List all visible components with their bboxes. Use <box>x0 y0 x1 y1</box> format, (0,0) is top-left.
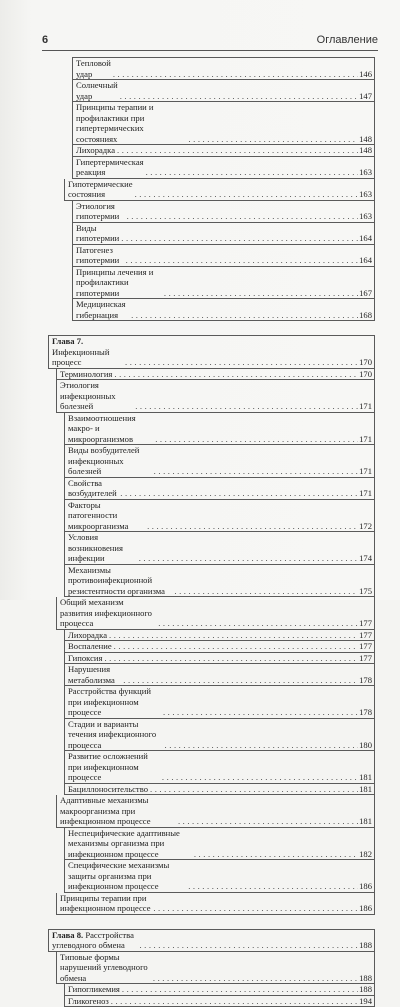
toc-entry-text: Лихорадка <box>76 145 115 155</box>
toc-entry-text: Терминология <box>60 369 112 379</box>
toc-entry[interactable] <box>64 641 375 653</box>
dot-leader <box>150 784 358 795</box>
page-number: 6 <box>42 34 48 46</box>
dot-leader <box>135 401 358 412</box>
toc-page-number: 180 <box>358 740 372 751</box>
section-gap <box>48 321 375 335</box>
dot-leader <box>139 553 358 564</box>
toc-page-number: 171 <box>358 466 372 477</box>
toc-entry[interactable] <box>56 597 375 630</box>
toc-entry-title <box>68 565 174 597</box>
toc-entry[interactable] <box>72 201 375 223</box>
toc-entry-text: Этиология гипотермии <box>76 201 119 222</box>
toc-entry-title <box>68 996 111 1007</box>
toc-entry-title <box>68 641 114 652</box>
toc-entry-text: Механизмы противоинфекционной резистентности организма <box>68 565 165 596</box>
toc-entry[interactable] <box>64 686 375 719</box>
toc-entry-title <box>60 795 178 827</box>
running-header <box>42 34 378 51</box>
toc-entry[interactable] <box>64 413 375 446</box>
toc-entry-text: Условия возникновения инфекции <box>68 532 123 563</box>
dot-leader <box>153 903 358 914</box>
dot-leader <box>188 134 358 145</box>
toc-entry-text: Стадии и варианты течения инфекционного процесса <box>68 719 156 750</box>
toc-entry-title <box>68 719 165 751</box>
toc-entry[interactable] <box>64 664 375 686</box>
toc-entry[interactable] <box>64 179 375 201</box>
toc-entry-text: Типовые формы нарушений углеводного обмена <box>60 952 148 983</box>
toc-entry[interactable] <box>72 57 375 80</box>
toc-entry-text: Развитие осложнений при инфекционном процессе <box>68 751 148 782</box>
toc-entry-text: Виды гипотермии <box>76 223 119 244</box>
toc-entry-title <box>76 201 127 222</box>
chapter-label: Глава 8. <box>52 930 83 940</box>
toc-page-number: 188 <box>358 940 372 951</box>
toc-entry-title <box>68 653 104 664</box>
toc-entry-title <box>68 751 162 783</box>
toc-entry-title <box>60 369 114 380</box>
toc-entry-title <box>60 380 135 412</box>
dot-leader <box>146 167 359 178</box>
toc-entry[interactable] <box>64 828 375 861</box>
toc-entry[interactable] <box>72 80 375 102</box>
toc-entry-title <box>76 58 113 79</box>
toc-entry-text: Медицинская гибернация <box>76 299 126 320</box>
toc-page-number: 181 <box>358 784 372 795</box>
toc-entry-text: Воспаление <box>68 641 112 651</box>
toc-entry-text: Этиология инфекционных болезней <box>60 380 116 411</box>
toc-entry-text: Виды возбудителей инфекционных болезней <box>68 445 139 476</box>
dot-leader <box>127 211 359 222</box>
toc-entry-text: Патогенез гипотермии <box>76 245 119 266</box>
dot-leader <box>126 255 358 266</box>
toc-entry[interactable] <box>72 223 375 245</box>
toc-entry-title <box>76 157 146 178</box>
toc-page-number: 163 <box>358 167 372 178</box>
toc-entry-title <box>68 984 122 995</box>
toc-entry-title <box>60 893 153 914</box>
dot-leader <box>178 816 358 827</box>
dot-leader <box>111 996 358 1007</box>
toc-page-number: 148 <box>358 134 372 145</box>
toc-entry[interactable] <box>64 445 375 478</box>
toc-entry[interactable] <box>56 952 375 985</box>
toc-entry-title <box>68 784 150 795</box>
dot-leader <box>153 973 358 984</box>
toc-page-number: 186 <box>358 881 372 892</box>
toc-entry-title <box>76 299 131 320</box>
dot-leader <box>121 233 358 244</box>
dot-leader <box>154 466 358 477</box>
toc-entry-title <box>68 664 123 685</box>
toc-entry-text: Принципы терапии и профилактики при гипертермических состояниях <box>76 102 154 144</box>
section-gap <box>48 915 375 929</box>
toc-entry-title <box>68 478 120 499</box>
toc-entry-text: Гипотермические состояния <box>68 179 133 200</box>
toc-entry-text: Гликогеноз <box>68 996 109 1006</box>
toc-entry-title <box>60 597 158 629</box>
toc-entry-title <box>76 267 164 299</box>
toc-entry-title <box>68 413 155 445</box>
dot-leader <box>188 881 358 892</box>
toc-entry-title <box>68 532 139 564</box>
toc-entry-text: Неспецифические адаптивные механизмы организма при инфекционном процессе <box>68 828 180 859</box>
dot-leader <box>158 618 358 629</box>
toc-entry[interactable] <box>56 795 375 828</box>
dot-leader <box>125 357 358 368</box>
toc-page-number: 163 <box>358 211 372 222</box>
toc-page-number: 174 <box>358 553 372 564</box>
toc-entry[interactable] <box>64 860 375 893</box>
dot-leader <box>109 630 358 641</box>
toc-page-number: 147 <box>358 91 372 102</box>
dot-leader <box>114 641 358 652</box>
toc-entry-title <box>60 952 153 984</box>
toc-entry-title <box>68 179 135 200</box>
table-of-contents <box>48 57 375 1007</box>
toc-page-number: 164 <box>358 255 372 266</box>
toc-entry-text: Принципы лечения и профилактики гипотермии <box>76 267 153 298</box>
toc-entry-title <box>68 860 188 892</box>
toc-entry-title <box>68 828 194 860</box>
toc-entry-text: Адаптивные механизмы макроорганизма при инфекционном процессе <box>60 795 151 826</box>
toc-entry-text: Солнечный удар <box>76 80 118 101</box>
dot-leader <box>155 434 358 445</box>
toc-entry-title <box>76 223 121 244</box>
toc-page-number: 168 <box>358 310 372 321</box>
toc-entry[interactable] <box>64 532 375 565</box>
toc-entry[interactable] <box>72 145 375 157</box>
toc-page-number: 186 <box>358 903 372 914</box>
toc-entry-text: Принципы терапии при инфекционном процессе <box>60 893 151 914</box>
toc-page-number: 177 <box>358 630 372 641</box>
toc-page-number: 170 <box>358 369 372 380</box>
toc-entry-title <box>76 80 120 101</box>
toc-page-number: 178 <box>358 707 372 718</box>
toc-entry-text: Инфекционный процесс <box>52 347 109 368</box>
toc-entry-text: Взаимоотношения макро- и микроорганизмов <box>68 413 136 444</box>
toc-page-number: 177 <box>358 618 372 629</box>
dot-leader <box>120 488 358 499</box>
toc-entry-text: Расстройства углеводного обмена <box>52 930 134 951</box>
toc-page-number: 163 <box>358 189 372 200</box>
dot-leader <box>147 521 358 532</box>
toc-page-number: 172 <box>358 521 372 532</box>
dot-leader <box>163 707 358 718</box>
toc-entry-text: Общий механизм развития инфекционного процесса <box>60 597 152 628</box>
toc-entry-text: Гипогликемия <box>68 984 120 994</box>
toc-entry-text: Свойства возбудителей <box>68 478 117 499</box>
dot-leader <box>113 69 358 80</box>
dot-leader <box>194 849 358 860</box>
dot-leader <box>165 740 359 751</box>
toc-entry[interactable] <box>64 500 375 533</box>
toc-entry[interactable] <box>72 267 375 300</box>
toc-entry-text: Гипоксия <box>68 653 102 663</box>
toc-entry[interactable] <box>64 478 375 500</box>
toc-page-number: 188 <box>358 984 372 995</box>
dot-leader <box>114 369 358 380</box>
toc-page-number: 170 <box>358 357 372 368</box>
toc-entry-text: Тепловой удар <box>76 58 111 79</box>
toc-entry[interactable] <box>72 157 375 179</box>
toc-page-number: 175 <box>358 586 372 597</box>
toc-entry-text: Гипертермическая реакция <box>76 157 144 178</box>
toc-entry[interactable] <box>72 299 375 321</box>
chapter-label: Глава 7. <box>52 336 83 346</box>
toc-page-number: 171 <box>358 434 372 445</box>
toc-entry-title <box>68 445 154 477</box>
toc-page-number: 171 <box>358 401 372 412</box>
toc-entry[interactable] <box>56 893 375 915</box>
toc-entry-title <box>52 336 125 368</box>
toc-entry[interactable] <box>64 784 375 796</box>
toc-page-number: 182 <box>358 849 372 860</box>
toc-page-number: 177 <box>358 653 372 664</box>
dot-leader <box>117 145 358 156</box>
toc-entry-text: Лихорадка <box>68 630 107 640</box>
toc-entry-title <box>68 500 147 532</box>
toc-entry[interactable] <box>64 984 375 996</box>
toc-entry[interactable] <box>64 630 375 642</box>
toc-entry-text: Бациллоносительство <box>68 784 148 794</box>
toc-page-number: 181 <box>358 772 372 783</box>
toc-page-number: 167 <box>358 288 372 299</box>
toc-page-number: 164 <box>358 233 372 244</box>
toc-entry-title <box>68 630 109 641</box>
toc-page-number: 148 <box>358 145 372 156</box>
dot-leader <box>164 288 358 299</box>
toc-chapter-entry[interactable] <box>48 335 375 369</box>
dot-leader <box>123 675 358 686</box>
toc-page-number: 194 <box>358 996 372 1007</box>
toc-entry[interactable] <box>72 102 375 145</box>
toc-entry-text: Специфические механизмы защиты организма при инфекционном процессе <box>68 860 169 891</box>
toc-page-number: 181 <box>358 816 372 827</box>
dot-leader <box>104 653 358 664</box>
toc-entry[interactable] <box>64 565 375 598</box>
toc-entry[interactable] <box>56 380 375 413</box>
header-title: Оглавление <box>317 34 378 46</box>
toc-entry-text: Нарушения метаболизма <box>68 664 115 685</box>
dot-leader <box>135 189 359 200</box>
dot-leader <box>162 772 358 783</box>
toc-entry[interactable] <box>72 245 375 267</box>
toc-entry[interactable] <box>64 751 375 784</box>
toc-entry-title <box>76 102 188 144</box>
toc-entry[interactable] <box>64 653 375 665</box>
toc-entry[interactable] <box>56 369 375 381</box>
dot-leader <box>174 586 358 597</box>
toc-entry-title <box>52 930 139 951</box>
toc-entry-title <box>68 686 163 718</box>
dot-leader <box>131 310 358 321</box>
toc-page-number: 171 <box>358 488 372 499</box>
toc-entry[interactable] <box>64 996 375 1007</box>
toc-entry[interactable] <box>64 719 375 752</box>
toc-entry-text: Факторы патогенности микроорганизма <box>68 500 128 531</box>
toc-page-number: 188 <box>358 973 372 984</box>
dot-leader <box>120 91 358 102</box>
toc-entry-text: Расстройства функций при инфекционном процессе <box>68 686 151 717</box>
toc-entry-title <box>76 245 126 266</box>
dot-leader <box>139 940 358 951</box>
dot-leader <box>122 984 358 995</box>
toc-chapter-entry[interactable] <box>48 929 375 952</box>
toc-page-number: 146 <box>358 69 372 80</box>
toc-entry-title <box>76 145 117 156</box>
toc-page-number: 177 <box>358 641 372 652</box>
toc-page-number: 178 <box>358 675 372 686</box>
